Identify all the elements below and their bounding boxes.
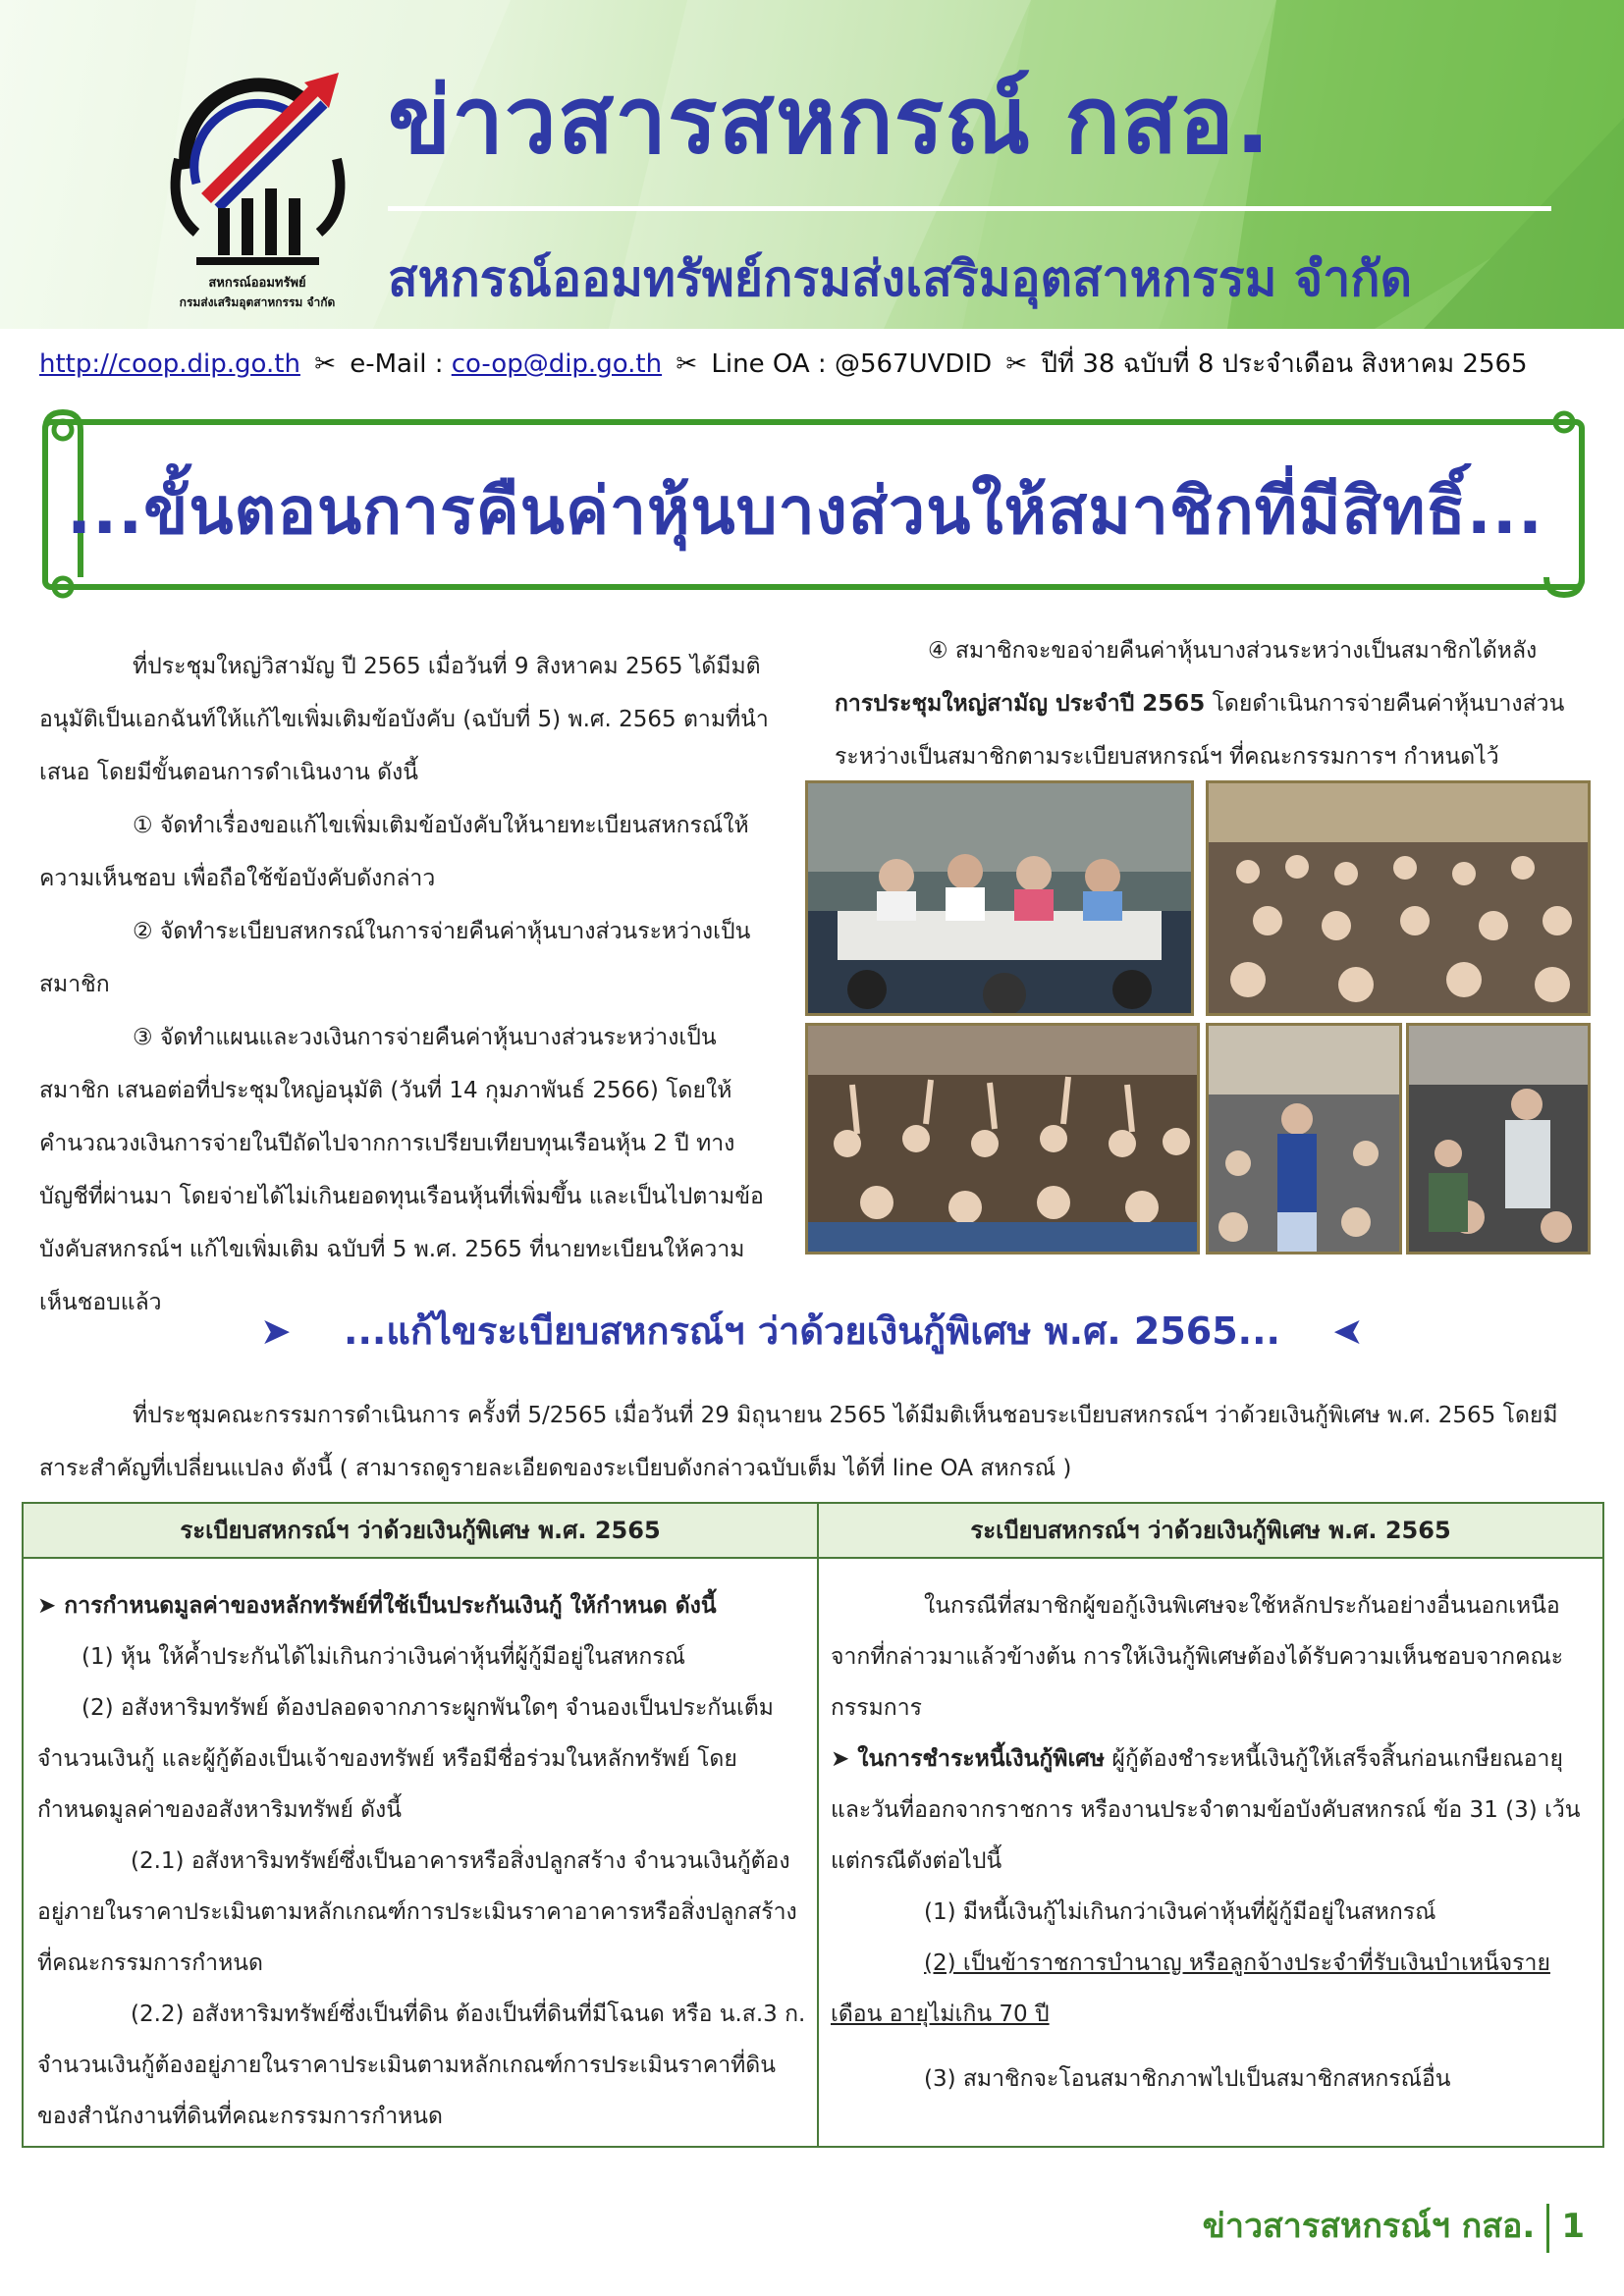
left-item-1: (1) หุ้น ให้ค้ำประกันได้ไม่เกินกว่าเงินค่าหุ้นที่ผู้กู้มีอยู่ในสหกรณ์ (81, 1644, 686, 1670)
section1-left-text (39, 640, 781, 1329)
right-repay-heading: ➤ ในการชำระหนี้เงินกู้พิเศษ (831, 1746, 1106, 1772)
scissors-icon: ✂ (314, 349, 336, 379)
left-heading: ➤ การกำหนดมูลค่าของหลักทรัพย์ที่ใช้เป็นประกันเงินกู้ ให้กำหนด ดังนี้ (37, 1593, 717, 1619)
newsletter-subtitle: สหกรณ์ออมทรัพย์กรมส่งเสริมอุตสาหกรรม จำกัด (388, 250, 1413, 307)
photo-member-question (1406, 1023, 1591, 1255)
table-header-right: ระเบียบสหกรณ์ฯ ว่าด้วยเงินกู้พิเศษ พ.ศ. 2565 (819, 1504, 1602, 1559)
section1-right-text (835, 624, 1566, 783)
section2-intro (39, 1389, 1591, 1495)
contact-line (39, 344, 1600, 384)
step-4-meeting: การประชุมใหญ่สามัญ ประจำปี 2565 (835, 691, 1206, 717)
section2-title-text: ...แก้ไขระเบียบสหกรณ์ฯ ว่าด้วยเงินกู้พิเศษ พ.ศ. 2565... (344, 1309, 1280, 1353)
scissors-icon: ✂ (676, 349, 698, 379)
footer-label: ข่าวสารสหกรณ์ฯ กสอ. (1202, 2207, 1536, 2246)
header-banner (0, 0, 1624, 329)
arrow-left-icon: ➤ (1332, 1309, 1365, 1353)
photo-audience-1 (1206, 780, 1591, 1016)
newsletter-title: ข่าวสารสหกรณ์ กสอ. (388, 68, 1272, 175)
arrow-right-icon: ➤ (259, 1309, 292, 1353)
scissors-icon: ✂ (1005, 349, 1028, 379)
title-divider (388, 206, 1551, 211)
section1-intro: ที่ประชุมใหญ่วิสามัญ ปี 2565 เมื่อวันที่ 9 สิงหาคม 2565 ได้มีมติอนุมัติเป็นเอกฉันท์ให้แก้ไขเพิ่มเติมข้อบังคับ (ฉบับที่ 5) พ.ศ. 2565 ตามที่นำเสนอ โดยมีขั้นตอนการดำเนินงาน ดังนี้ (39, 654, 769, 785)
right-repay-text: ผู้กู้ต้องชำระหนี้เงินกู้ให้เสร็จสิ้นก่อนเกษียณอายุ และวันที่ออกจากราชการ หรืองานประจำตามข้อบังคับสหกรณ์ ข้อ 31 (3) เว้นแต่กรณีดังต่อไปนี้ (831, 1746, 1581, 1874)
left-item-2: (2) อสังหาริมทรัพย์ ต้องปลอดจากภาระผูกพันใดๆ จำนองเป็นประกันเต็มจำนวนเงินกู้ และผู้กู้ต้องเป็นเจ้าของทรัพย์ หรือมีชื่อร่วมในหลักทรัพย์ โดยกำหนดมูลค่าของอสังหาริมทรัพย์ ดังนี้ (37, 1695, 774, 1823)
regulation-table (22, 1502, 1604, 2148)
step-2: ② จัดทำระเบียบสหกรณ์ในการจ่ายคืนค่าหุ้นบางส่วนระหว่างเป็นสมาชิก (39, 919, 751, 997)
email-label: e-Mail : (350, 349, 444, 379)
section2-intro-text: ที่ประชุมคณะกรรมการดำเนินการ ครั้งที่ 5/2565 เมื่อวันที่ 29 มิถุนายน 2565 ได้มีมติเห็นชอบระเบียบสหกรณ์ฯ ว่าด้วยเงินกู้พิเศษ พ.ศ. 2565 โดยมีสาระสำคัญที่เปลี่ยนแปลง ดังนี้ ( สามารถดูรายละเอียดของระเบียบดังกล่าวฉบับเต็ม ได้ที่ line OA สหกรณ์ ) (39, 1403, 1558, 1481)
email-link[interactable]: co-op@dip.go.th (451, 349, 663, 379)
page-number: 1 (1561, 2207, 1585, 2246)
table-divider (817, 1504, 819, 2146)
main-headline: ...ขั้นตอนการคืนค่าหุ้นบางส่วนให้สมาชิกที่มีสิทธิ์... (67, 473, 1543, 549)
step-4-rest: โดยดำเนินการจ่ายคืนค่าหุ้นบางส่วนระหว่างเป็นสมาชิกตามระเบียบสหกรณ์ฯ ที่คณะกรรมการฯ กำหนดไว้ (835, 691, 1565, 770)
line-oa: Line OA : @567UVDID (711, 349, 993, 379)
step-3: ③ จัดทำแผนและวงเงินการจ่ายคืนค่าหุ้นบางส่วนระหว่างเป็นสมาชิก เสนอต่อที่ประชุมใหญ่อนุมัติ (วันที่ 14 กุมภาพันธ์ 2566) โดยให้คำนวณวงเงินการจ่ายในปีถัดไปจากการเปรียบเทียบทุนเรือนหุ้น 2 ปี ทางบัญชีที่ผ่านมา โดยจ่ายได้ไม่เกินยอดทุนเรือนหุ้นที่เพิ่มขึ้น และเป็นไปตามข้อบังคับสหกรณ์ฯ แก้ไขเพิ่มเติม ฉบับที่ 5 พ.ศ. 2565 ที่นายทะเบียนให้ความเห็นชอบแล้ว (39, 1025, 764, 1315)
right-item-3: (3) สมาชิกจะโอนสมาชิกภาพไปเป็นสมาชิกสหกรณ์อื่น (924, 2066, 1451, 2092)
table-header-left: ระเบียบสหกรณ์ฯ ว่าด้วยเงินกู้พิเศษ พ.ศ. 2565 (24, 1504, 817, 1559)
photo-speaker (1206, 1023, 1402, 1255)
page-footer (1203, 2199, 1585, 2253)
photo-committee-table (805, 780, 1194, 1016)
footer-divider (1546, 2204, 1549, 2253)
step-4-text: ④ สมาชิกจะขอจ่ายคืนค่าหุ้นบางส่วนระหว่างเป็นสมาชิกได้หลัง (928, 638, 1538, 664)
website-link[interactable]: http://coop.dip.go.th (39, 349, 300, 379)
coop-logo (157, 61, 358, 311)
left-item-2-1: (2.1) อสังหาริมทรัพย์ซึ่งเป็นอาคารหรือสิ่งปลูกสร้าง จำนวนเงินกู้ต้องอยู่ภายในราคาประเมินตามหลักเกณฑ์การประเมินราคาอาคารหรือสิ่งปลูกสร้างที่คณะกรรมการกำหนด (37, 1848, 797, 1976)
right-item-1: (1) มีหนี้เงินกู้ไม่เกินกว่าเงินค่าหุ้นที่ผู้กู้มีอยู่ในสหกรณ์ (924, 1899, 1436, 1925)
table-right-cell (831, 1580, 1593, 2105)
left-item-2-2: (2.2) อสังหาริมทรัพย์ซึ่งเป็นที่ดิน ต้องเป็นที่ดินที่มีโฉนด หรือ น.ส.3 ก. จำนวนเงินกู้ต้องอยู่ภายในราคาประเมินตามหลักเกณฑ์การประเมินราคาที่ดินของสำนักงานที่ดินที่คณะกรรมการกำหนด (37, 2002, 806, 2129)
right-para-1: ในกรณีที่สมาชิกผู้ขอกู้เงินพิเศษจะใช้หลักประกันอย่างอื่นนอกเหนือจากที่กล่าวมาแล้วข้างต้น การให้เงินกู้พิเศษต้องได้รับความเห็นชอบจากคณะกรรมการ (831, 1593, 1564, 1721)
issue-info: ปีที่ 38 ฉบับที่ 8 ประจำเดือน สิงหาคม 2565 (1041, 349, 1528, 379)
right-item-2: (2) เป็นข้าราชการบำนาญ หรือลูกจ้างประจำที่รับเงินบำเหน็จรายเดือน อายุไม่เกิน 70 ปี (831, 1950, 1550, 2027)
section2-title (39, 1301, 1585, 1361)
table-left-cell (37, 1580, 808, 2142)
photo-voting (805, 1023, 1200, 1255)
logo-text-1: สหกรณ์ออมทรัพย์ (208, 276, 306, 291)
step-1: ① จัดทำเรื่องขอแก้ไขเพิ่มเติมข้อบังคับให้นายทะเบียนสหกรณ์ให้ความเห็นชอบ เพื่อถือใช้ข้อบังคับดังกล่าว (39, 813, 749, 891)
logo-text-2: กรมส่งเสริมอุตสาหกรรม จำกัด (179, 295, 336, 309)
